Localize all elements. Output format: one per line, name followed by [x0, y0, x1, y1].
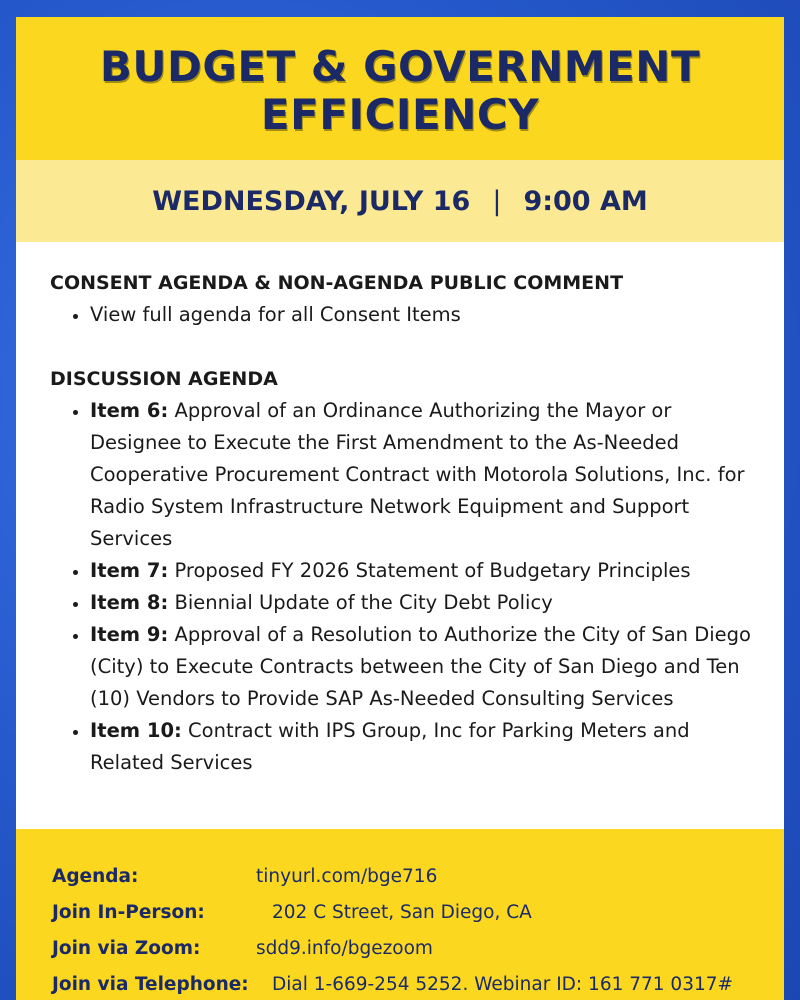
discussion-heading: DISCUSSION AGENDA — [50, 368, 278, 390]
footer-row-zoom — [52, 931, 433, 965]
item-text: Approval of a Resolution to Authorize the City of San Diego (City) to Execute Contracts between the City of San Diego and Ten (10) Vendors to Provide SAP As-Needed Consulting Services — [90, 623, 751, 710]
title-line-1: BUDGET & GOVERNMENT — [99, 42, 701, 91]
meeting-date: WEDNESDAY, JULY 16 — [152, 185, 471, 217]
section-spacer — [50, 331, 760, 363]
footer-row-agenda — [52, 859, 437, 893]
agenda-item-7 — [90, 555, 760, 587]
item-text: Contract with IPS Group, Inc for Parking Meters and Related Services — [90, 719, 690, 774]
date-band — [16, 160, 784, 242]
footer-row-telephone — [52, 967, 733, 1000]
page-title — [16, 43, 784, 139]
flyer-card — [16, 17, 784, 1000]
title-band — [16, 17, 784, 160]
telephone-details: Dial 1-669-254 5252. Webinar ID: 161 771 0317# — [272, 973, 734, 995]
zoom-link[interactable]: sdd9.info/bgezoom — [256, 937, 433, 959]
agenda-content — [50, 267, 760, 779]
item-label: Item 7: — [90, 559, 169, 582]
in-person-address: 202 C Street, San Diego, CA — [272, 901, 532, 923]
discussion-list — [50, 395, 760, 779]
item-label: Item 8: — [90, 591, 169, 614]
item-text: Biennial Update of the City Debt Policy — [168, 591, 553, 614]
item-text: Approval of an Ordinance Authorizing the Mayor or Designee to Execute the First Amendment to the As-Needed Cooperative Procurement Contract with Motorola Solutions, Inc. for Radio System Infrastructure Network Equipment and Support Services — [90, 399, 745, 550]
telephone-label: Join via Telephone: — [52, 973, 249, 995]
agenda-item-10 — [90, 715, 760, 779]
item-label: Item 6: — [90, 399, 169, 422]
agenda-item-8 — [90, 587, 760, 619]
zoom-label: Join via Zoom: — [52, 937, 201, 959]
item-label: Item 10: — [90, 719, 182, 742]
meeting-time: 9:00 AM — [523, 185, 648, 217]
info-footer — [16, 829, 784, 1000]
agenda-item-6 — [90, 395, 760, 555]
consent-list — [50, 299, 760, 331]
agenda-label: Agenda: — [52, 865, 139, 887]
title-line-2: EFFICIENCY — [260, 90, 540, 139]
consent-heading: CONSENT AGENDA & NON-AGENDA PUBLIC COMMENT — [50, 272, 624, 294]
list-item: • View full agenda for all Consent Items — [90, 299, 760, 331]
in-person-label: Join In-Person: — [52, 901, 205, 923]
date-time-line — [16, 160, 784, 242]
footer-row-in-person — [52, 895, 532, 929]
agenda-item-9 — [90, 619, 760, 715]
date-time-separator: | — [492, 185, 502, 217]
item-label: Item 9: — [90, 623, 169, 646]
item-text: Proposed FY 2026 Statement of Budgetary Principles — [168, 559, 691, 582]
agenda-link[interactable]: tinyurl.com/bge716 — [256, 865, 438, 887]
